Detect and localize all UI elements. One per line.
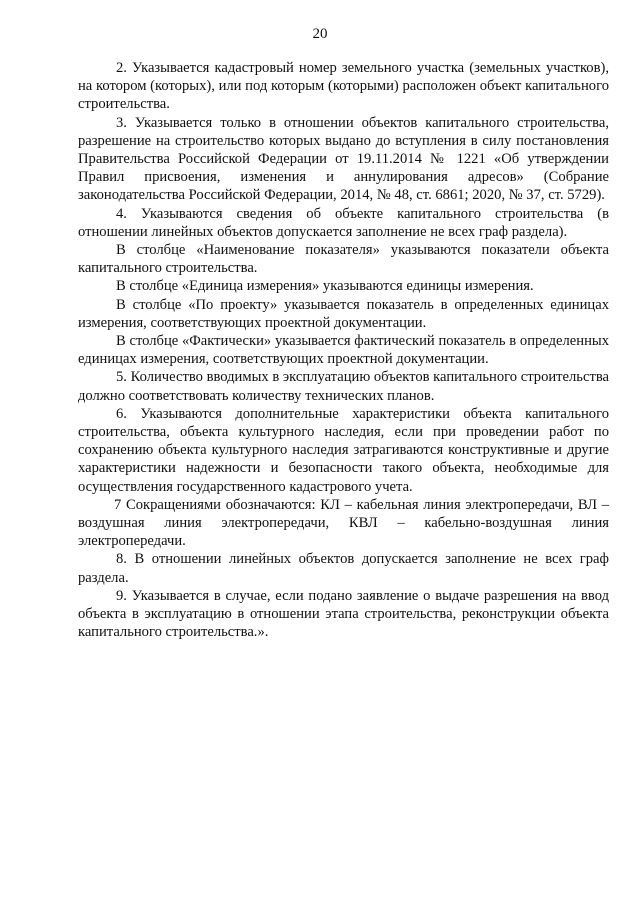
note-3-paragraph: 3. Указывается только в отношении объектов капитального строительства, разрешение на строительство которых выдано до вступления в силу постановления Правительства Российской Федерации от 19.11.2014 № 1221 «Об утверждении Правил присвоения, изменения и аннулирования адресов» (Собрание законодательства Российской Федерации, 2014, № 48, ст. 6861; 2020, № 37, ст. 5729).: [78, 114, 609, 204]
document-body: [78, 59, 609, 642]
note-6-paragraph: 6. Указываются дополнительные характеристики объекта капитального строительства, объекта культурного наследия, если при проведении работ по сохранению объекта культурного наследия затрагиваются конструктивные и другие характеристики надежности и безопасности такого объекта, необходимые для осуществления государственного кадастрового учета.: [78, 405, 609, 495]
unit-column-paragraph: В столбце «Единица измерения» указываются единицы измерения.: [116, 278, 534, 295]
project-column-paragraph: В столбце «По проекту» указывается показатель в определенных единицах измерения, соответствующих проектной документации.: [78, 296, 609, 331]
note-4-paragraph: 4. Указываются сведения об объекте капитального строительства (в отношении линейных объектов допускается заполнение не всех граф раздела).: [78, 205, 609, 240]
note-9-paragraph: 9. Указывается в случае, если подано заявление о выдаче разрешения на ввод объекта в эксплуатацию в отношении этапа строительства, реконструкции объекта капитального строительства.».: [78, 587, 609, 641]
note-8-paragraph: 8. В отношении линейных объектов допускается заполнение не всех граф раздела.: [78, 551, 609, 586]
page-number: 20: [312, 26, 328, 42]
actual-column-paragraph: В столбце «Фактически» указывается фактический показатель в определенных единицах измерения, соответствующих проектной документации.: [78, 333, 609, 368]
note-7-paragraph: 7 Сокращениями обозначаются: КЛ – кабельная линия электропередачи, ВЛ – воздушная линия электропередачи, КВЛ – кабельно-воздушная линия электропередачи.: [78, 496, 609, 550]
indicator-name-column-paragraph: В столбце «Наименование показателя» указываются показатели объекта капитального строительства.: [78, 242, 609, 277]
note-2-paragraph: 2. Указывается кадастровый номер земельного участка (земельных участков), на котором (которых), или под которым (которыми) расположен объект капитального строительства.: [78, 60, 609, 113]
note-5-paragraph: 5. Количество вводимых в эксплуатацию объектов капитального строительства должно соответствовать количеству технических планов.: [78, 369, 609, 404]
